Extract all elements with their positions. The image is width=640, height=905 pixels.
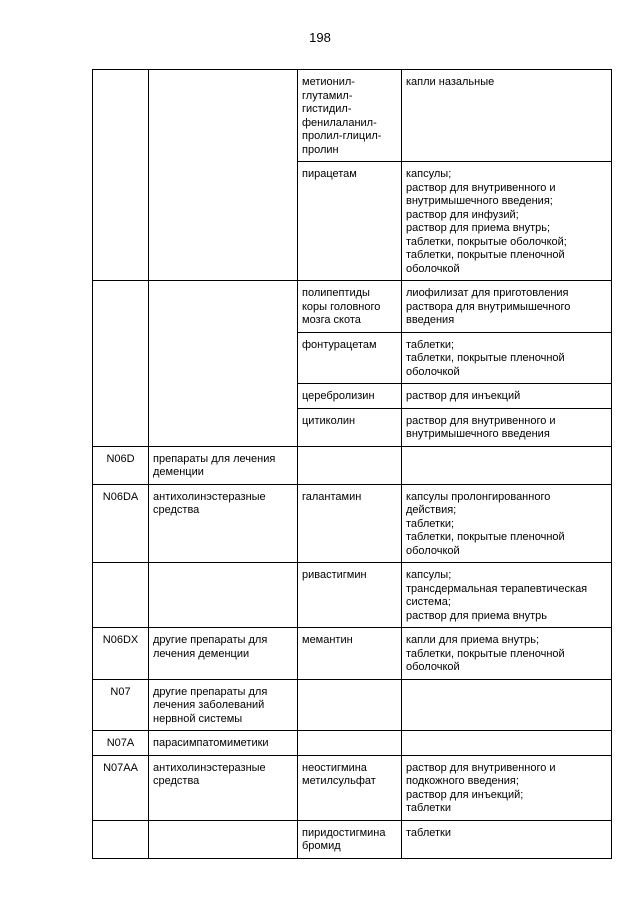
- group-line: средства: [153, 775, 200, 787]
- group-line: средства: [153, 504, 200, 516]
- forms-cell: [402, 484, 612, 563]
- forms-line: внутримышечного введения: [406, 428, 550, 440]
- table-row: [93, 628, 612, 680]
- forms-line: капсулы пролонгированного: [406, 490, 551, 503]
- name-line: полипептиды: [302, 287, 370, 299]
- name-line: церебролизин: [302, 390, 375, 402]
- group-cell: [149, 820, 298, 858]
- table-body: [93, 70, 612, 859]
- forms-cell: [402, 563, 612, 628]
- name-cell: [298, 162, 402, 281]
- forms-line: таблетки: [406, 802, 452, 814]
- group-line: лечения деменции: [153, 647, 250, 660]
- forms-line: оболочкой: [406, 365, 460, 378]
- code-cell: [93, 563, 149, 628]
- forms-line: раствор для инъекций: [406, 390, 521, 402]
- table-row: [93, 446, 612, 484]
- table-row: [93, 679, 612, 731]
- name-cell: [298, 628, 402, 680]
- name-line: неостигмина: [302, 761, 367, 774]
- name-cell: [298, 755, 402, 820]
- atc-code: N07: [110, 685, 131, 698]
- forms-line: таблетки;: [406, 517, 455, 530]
- forms-line: раствор для внутривенного и: [406, 414, 556, 427]
- name-line: пролин: [302, 143, 339, 156]
- group-cell: [149, 563, 298, 628]
- code-cell: [93, 446, 149, 484]
- forms-line: раствора для внутримышечного: [406, 300, 571, 313]
- group-line: лечения заболеваний: [153, 699, 265, 711]
- name-line: галантамин: [302, 490, 362, 503]
- forms-cell: [402, 820, 612, 858]
- code-cell: [93, 484, 149, 563]
- name-line: бромид: [302, 840, 341, 852]
- name-line: цитиколин: [302, 414, 356, 427]
- name-cell: [298, 563, 402, 628]
- forms-cell: [402, 731, 612, 756]
- group-cell: [149, 628, 298, 680]
- code-cell: [93, 628, 149, 680]
- group-cell: [149, 446, 298, 484]
- forms-line: таблетки;: [406, 338, 455, 351]
- group-line: другие препараты для: [153, 685, 268, 698]
- code-cell: [93, 70, 149, 281]
- name-cell: [298, 731, 402, 756]
- atc-code: N06D: [106, 452, 135, 465]
- name-line: ривастигмин: [302, 569, 367, 581]
- forms-cell: [402, 755, 612, 820]
- forms-line: введения: [406, 314, 455, 326]
- group-line: деменции: [153, 466, 204, 478]
- name-line: метилсульфат: [302, 775, 376, 787]
- code-cell: [93, 281, 149, 447]
- forms-line: раствор для инъекций;: [406, 788, 524, 801]
- name-cell: [298, 281, 402, 333]
- group-line: другие препараты для: [153, 634, 268, 646]
- forms-cell: [402, 679, 612, 731]
- forms-line: раствор для внутривенного и: [406, 761, 556, 774]
- group-line: антихолинэстеразные: [153, 761, 266, 774]
- name-cell: [298, 820, 402, 858]
- forms-line: действия;: [406, 504, 457, 516]
- group-cell: [149, 484, 298, 563]
- name-line: мемантин: [302, 634, 353, 646]
- forms-line: капли назальные: [406, 76, 495, 88]
- forms-cell: [402, 332, 612, 384]
- name-line: гистидил-: [302, 103, 352, 115]
- name-line: фенилаланил-: [302, 116, 377, 129]
- name-line: метионил-: [302, 76, 355, 88]
- forms-line: таблетки, покрытые пленочной: [406, 531, 565, 543]
- group-cell: [149, 281, 298, 447]
- table-row: [93, 755, 612, 820]
- forms-cell: [402, 408, 612, 446]
- name-line: пролил-глицил-: [302, 130, 382, 142]
- table-row: [93, 484, 612, 563]
- forms-line: таблетки, покрытые пленочной: [406, 647, 565, 660]
- forms-line: раствор для приема внутрь;: [406, 222, 551, 234]
- name-cell: [298, 484, 402, 563]
- forms-cell: [402, 628, 612, 680]
- name-line: мозга скота: [302, 314, 361, 326]
- group-line: препараты для лечения: [153, 452, 276, 465]
- name-line: коры головного: [302, 300, 381, 313]
- table-row: [93, 281, 612, 333]
- forms-cell: [402, 70, 612, 162]
- forms-line: трансдермальная терапевтическая: [406, 582, 588, 595]
- code-cell: [93, 820, 149, 858]
- name-cell: [298, 384, 402, 409]
- name-cell: [298, 408, 402, 446]
- forms-cell: [402, 162, 612, 281]
- table-row: [93, 820, 612, 858]
- atc-code: N06DX: [102, 634, 139, 646]
- name-cell: [298, 332, 402, 384]
- group-cell: [149, 70, 298, 281]
- name-line: глутамил-: [302, 89, 353, 102]
- code-cell: [93, 755, 149, 820]
- forms-line: оболочкой: [406, 262, 460, 275]
- drug-table: [92, 69, 612, 859]
- forms-line: раствор для инфузий;: [406, 208, 519, 221]
- forms-cell: [402, 384, 612, 409]
- name-line: пиридостигмина: [302, 826, 386, 839]
- table-row: [93, 563, 612, 628]
- group-line: нервной системы: [153, 712, 243, 725]
- name-line: пирацетам: [302, 168, 357, 180]
- forms-line: система;: [406, 596, 451, 608]
- atc-code: N07AA: [103, 761, 138, 774]
- group-line: антихолинэстеразные: [153, 490, 266, 503]
- forms-line: раствор для внутривенного и: [406, 181, 556, 194]
- name-line: фонтурацетам: [302, 338, 377, 351]
- forms-line: оболочкой: [406, 661, 460, 673]
- table-row: [93, 731, 612, 756]
- atc-code: N07A: [106, 737, 135, 749]
- forms-line: оболочкой: [406, 544, 460, 557]
- forms-line: таблетки: [406, 826, 452, 839]
- group-cell: [149, 731, 298, 756]
- forms-line: таблетки, покрытые пленочной: [406, 249, 565, 261]
- name-cell: [298, 446, 402, 484]
- table-row: [93, 70, 612, 162]
- forms-line: капли для приема внутрь;: [406, 634, 540, 646]
- group-cell: [149, 679, 298, 731]
- forms-line: внутримышечного введения;: [406, 195, 553, 207]
- forms-line: раствор для приема внутрь: [406, 609, 548, 622]
- code-cell: [93, 731, 149, 756]
- forms-cell: [402, 446, 612, 484]
- forms-line: лиофилизат для приготовления: [406, 287, 569, 299]
- forms-cell: [402, 281, 612, 333]
- name-cell: [298, 70, 402, 162]
- group-line: парасимпатомиметики: [153, 737, 269, 749]
- group-cell: [149, 755, 298, 820]
- atc-code: N06DA: [102, 490, 139, 503]
- name-cell: [298, 679, 402, 731]
- forms-line: таблетки, покрытые пленочной: [406, 352, 565, 364]
- forms-line: подкожного введения;: [406, 775, 519, 787]
- forms-line: капсулы;: [406, 569, 452, 581]
- page-number: 198: [309, 30, 331, 45]
- code-cell: [93, 679, 149, 731]
- forms-line: капсулы;: [406, 168, 452, 180]
- forms-line: таблетки, покрытые оболочкой;: [406, 235, 567, 248]
